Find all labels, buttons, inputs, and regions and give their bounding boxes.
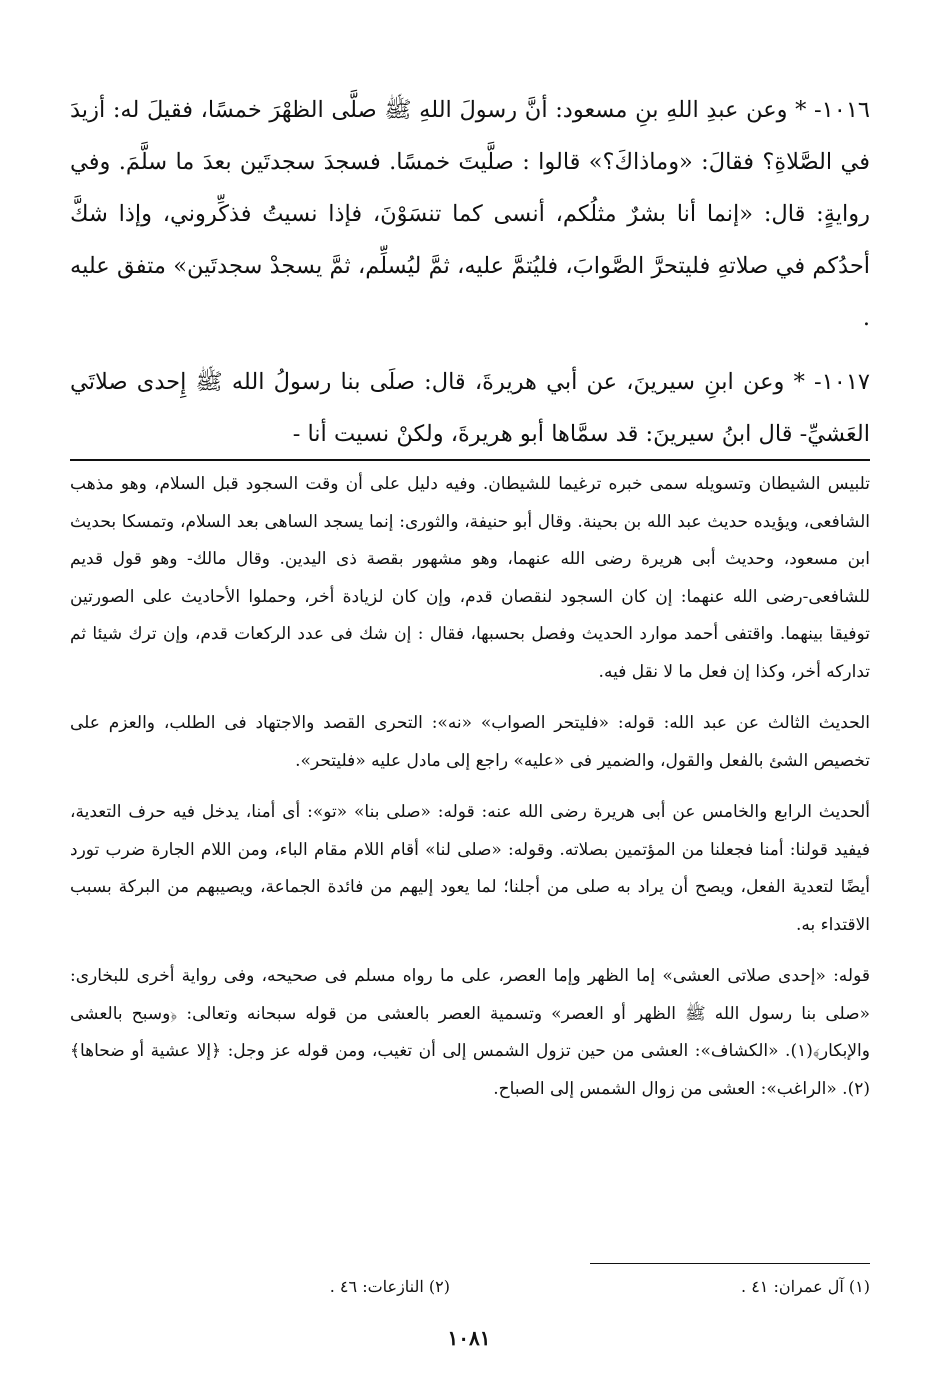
footnote-2: (٢) النازعات: ٤٦ . (329, 1277, 450, 1296)
footnote-divider (590, 1263, 870, 1264)
commentary-paragraph-4: قوله: «إحدى صلاتى العشى» إما الظهر وإما العصر، على ما رواه مسلم فى صحيحه، وفى رواية أخرى للبخارى: «صلى بنا رسول الله ﷺ الظهر أو العصر» وتسمية العصر بالعشى من قوله سبحانه وتعالى: ﴿وسبح بالعشى والإبكار﴾(١). «الكشاف»: العشى من حين تزول الشمس إلى أن تغيب، ومن قوله عز وجل: ﴿إلا عشية أو ضحاها﴾(٢). «الراغب»: العشى من زوال الشمس إلى الصباح. (70, 966, 870, 1099)
page-number: ١٠٨١ (447, 1326, 491, 1350)
commentary (70, 466, 870, 1122)
section-divider (70, 459, 870, 461)
commentary-paragraph-3: ألحديث الرابع والخامس عن أبى هريرة رضى الله عنه: قوله: «صلى بنا» «تو»: أى أمنا، يدخل فيه حرف التعدية، فيفيد قولنا: أمنا فجعلنا من المؤتمين بصلاته. وقوله: «صلى لنا» أقام اللام مقام الباء، ومن اللام الجارة ضرب تورد أيضًا لتعدية الفعل، ويصح أن يراد به صلى من أجلنا؛ لما يعود إليهم من فائدة الجماعة، ويصيبهم من البركة بسبب الاقتداء به. (70, 802, 870, 935)
footnotes (70, 1273, 870, 1301)
commentary-paragraph-1: تلبيس الشيطان وتسويله سمى خبره ترغيما للشيطان. وفيه دليل على أن وقت السجود قبل السلام، وهو مذهب الشافعى، ويؤيده حديث عبد الله بن بحينة. وقال أبو حنيفة، والثورى: إنما يسجد الساهى بعد السلام، وتمسكا بحديث ابن مسعود، وحديث أبى هريرة رضى الله عنهما، وهو مشهور بقصة ذى اليدين. وقال مالك- وهو قول قديم للشافعى-رضى الله عنهما: إن كان السجود لنقصان قدم، وإن كان لزيادة أخر، وحملوا الأحاديث على الصورتين توفيقا بينهما. واقتفى أحمد موارد الحديث وفصل بحسبها، فقال : إن شك فى عدد الركعات قدم، وإن ترك شيئا ثم تداركه أخر، وكذا إن فعل ما لا نقل فيه. (70, 474, 870, 682)
footnote-1: (١) آل عمران: ٤١ . (741, 1277, 870, 1296)
hadith-1017: ١٠١٧- * وعن ابنِ سيرينَ، عن أبي هريرةَ، قال: صلَى بنا رسولُ الله ﷺ إِحدى صلاتَي العَشيِّ- قال ابنُ سيرينَ: قد سمَّاها أبو هريرةَ، ولكنْ نسيت أنا - (70, 369, 870, 447)
hadith-text (70, 84, 870, 472)
commentary-paragraph-2: الحديث الثالث عن عبد الله: قوله: «فليتحر الصواب» «نه»: التحرى القصد والاجتهاد فى الطلب، والعزم على تخصيص الشئ بالفعل والقول، والضمير فى «عليه» راجع إلى مادل عليه «فليتحر». (70, 713, 870, 771)
hadith-1016: ١٠١٦- * وعن عبدِ اللهِ بنِ مسعود: أنَّ رسولَ اللهِ ﷺ صلَّى الظهْرَ خمسًا، فقيلَ له: أزيدَ في الصَّلاةِ؟ فقالَ: «وماذاكَ؟» قالوا : صلَّيتَ خمسًا. فسجدَ سجدتَين بعدَ ما سلَّمَ. وفي روايةٍ: قال: «إنما أنا بشرٌ مثلُكم، أنسى كما تنسَوْنَ، فإذا نسيتُ فذكِّروني، وإذا شكَّ أحدُكم في صلاتهِ فليتحرَّ الصَّوابَ، فليُتمَّ عليه، ثمَّ ليُسلِّم، ثمَّ يسجدْ سجدتَين» متفق عليه . (70, 97, 870, 331)
